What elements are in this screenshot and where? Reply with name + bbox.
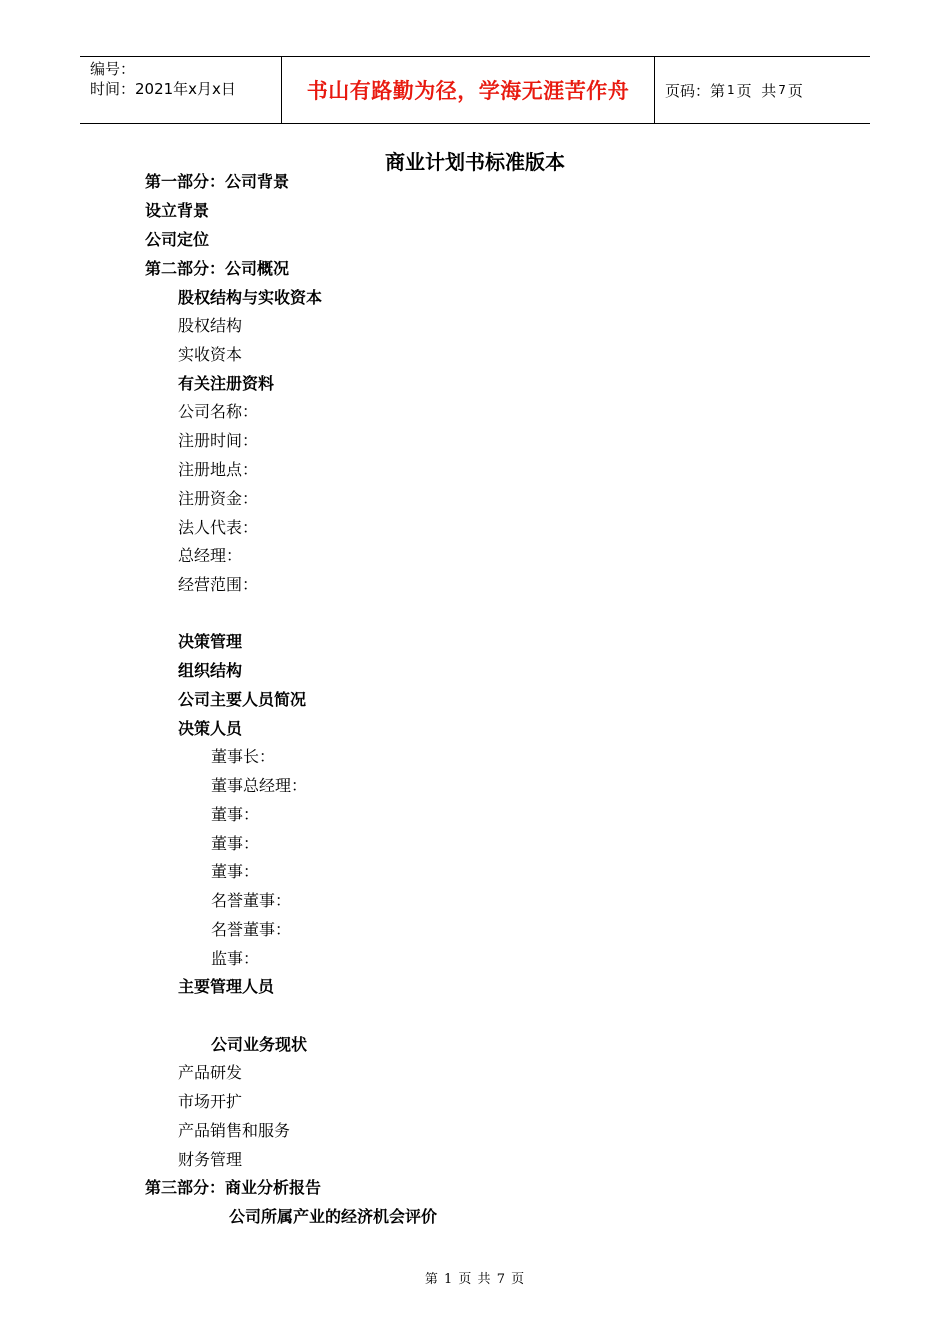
form-field-label: 注册资金： (178, 489, 259, 508)
page-total: 7 (778, 83, 786, 97)
section-heading: 第一部分：公司背景 (145, 172, 290, 191)
list-item: 产品销售和服务 (178, 1121, 291, 1140)
subsection-heading: 有关注册资料 (178, 374, 275, 393)
page-header (80, 56, 870, 124)
document-title: 商业计划书标准版本 (385, 150, 565, 174)
form-field-label: 名誉董事： (211, 920, 292, 939)
form-field-label: 公司名称： (178, 402, 259, 421)
page-mid: 页 共 (736, 81, 777, 100)
section-heading: 第三部分：商业分析报告 (145, 1178, 322, 1197)
list-item: 产品研发 (178, 1063, 243, 1082)
form-field-label: 经营范围： (178, 575, 259, 594)
page-current: 1 (727, 83, 735, 97)
header-meta (80, 57, 281, 123)
header-motto: 书山有路勤为径，学海无涯苦作舟 (281, 57, 655, 123)
doc-time-label: 时间：2021年x月x日 (90, 80, 236, 98)
form-field-label: 法人代表： (178, 518, 259, 537)
list-item: 财务管理 (178, 1150, 243, 1169)
doc-number-label: 编号： (90, 60, 136, 78)
subsection-heading: 组织结构 (178, 661, 243, 680)
subsection-heading: 股权结构与实收资本 (178, 288, 323, 307)
form-field-label: 注册地点： (178, 460, 259, 479)
subsection-heading: 决策管理 (178, 632, 243, 651)
subsection-heading: 决策人员 (178, 719, 243, 738)
form-field-label: 总经理： (178, 546, 243, 565)
subsection-heading: 公司定位 (145, 230, 210, 249)
subsection-heading: 主要管理人员 (178, 977, 275, 996)
subsection-heading: 公司主要人员简况 (178, 690, 307, 709)
form-field-label: 监事： (211, 949, 260, 968)
form-field-label: 董事： (211, 805, 260, 824)
header-page-indicator (655, 57, 870, 123)
form-field-label: 注册时间： (178, 431, 259, 450)
form-field-label: 董事： (211, 862, 260, 881)
form-field-label: 名誉董事： (211, 891, 292, 910)
list-item: 股权结构 (178, 316, 243, 335)
page-suffix: 页 (787, 81, 803, 100)
subsection-heading: 设立背景 (145, 201, 210, 220)
subsection-heading: 公司业务现状 (211, 1035, 308, 1054)
form-field-label: 董事总经理： (211, 776, 308, 795)
form-field-label: 董事： (211, 834, 260, 853)
list-item: 市场开扩 (178, 1092, 243, 1111)
subsection-heading: 公司所属产业的经济机会评价 (229, 1207, 438, 1226)
section-heading: 第二部分：公司概况 (145, 259, 290, 278)
list-item: 实收资本 (178, 345, 243, 364)
form-field-label: 董事长： (211, 747, 276, 766)
page-footer: 第 1 页 共 7 页 (424, 1272, 526, 1287)
page-prefix: 页码：第 (665, 81, 726, 100)
